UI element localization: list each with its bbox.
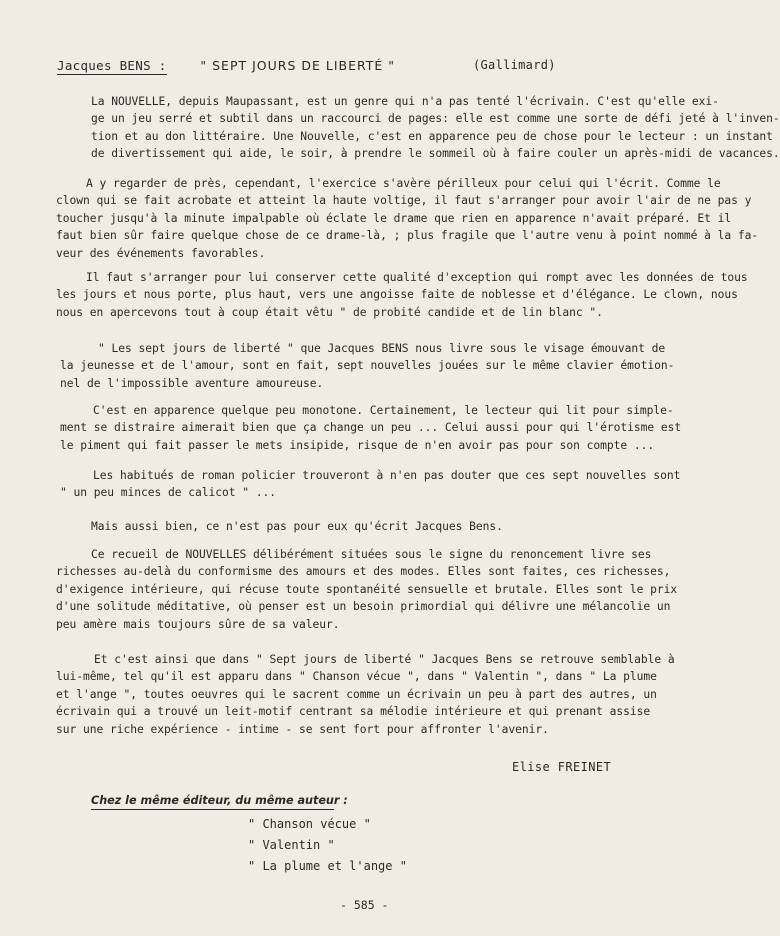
text-line: Ce recueil de NOUVELLES délibérément situées sous le signe du renoncement livre ses: [91, 548, 652, 561]
text-line: toucher jusqu'à la minute impalpable où éclate le drame que rien en apparence n'avait préparé. Et il: [56, 211, 732, 225]
text-line: La NOUVELLE, depuis Maupassant, est un genre qui n'a pas tenté l'écrivain. C'est qu'elle exi-: [91, 95, 719, 108]
publisher-name: (Gallimard): [473, 58, 556, 72]
text-line: A y regarder de près, cependant, l'exercice s'avère périlleux pour celui qui l'écrit. Comme le: [86, 177, 721, 190]
text-line: clown qui se fait acrobate et atteint la haute voltige, il faut s'arranger pour avoir l'air de ne pas y: [56, 194, 752, 208]
list-item: " Chanson vécue ": [248, 817, 371, 831]
paragraph-7: [56, 518, 666, 535]
author-name: Jacques BENS :: [57, 58, 167, 73]
paragraph-8: [56, 546, 678, 633]
text-line: sur une riche expérience - intime - se sent fort pour affronter l'avenir.: [56, 722, 549, 736]
paragraph-2: [56, 175, 759, 262]
text-line: de divertissement qui aide, le soir, à prendre le sommeil où à faire couler un après-midi de vacances.: [91, 147, 780, 161]
also-by-list: [248, 814, 407, 877]
text-line: ge un jeu serré et subtil dans un raccourci de pages: elle est comme une sorte de défi jeté à l'inven-: [91, 112, 780, 126]
text-line: lui-même, tel qu'il est apparu dans " Chanson vécue ", dans " Valentin ", dans " La plume: [56, 670, 657, 684]
text-line: " un peu minces de calicot " ...: [60, 486, 277, 500]
paragraph-4: [56, 340, 675, 392]
text-line: richesses au-delà du conformisme des amours et des modes. Elles sont faites, ces richesses,: [56, 565, 671, 579]
text-line: d'exigence intérieure, qui récuse toute spontanéité sensuelle et brutale. Elles sont le prix: [56, 582, 678, 596]
text-line: tion et au don littéraire. Une Nouvelle, c'est en apparence peu de chose pour le lecteur : un instant: [91, 129, 773, 143]
text-line: faut bien sûr faire quelque chose de ce drame-là, ; plus fragile que l'autre venu à point nommé à la fa-: [56, 229, 759, 243]
text-line: nous en apercevons tout à coup était vêtu " de probité candide et de lin blanc ".: [56, 305, 603, 319]
text-line: ment se distraire aimerait bien que ça change un peu ... Celui aussi pour qui l'érotisme est: [60, 421, 682, 435]
review-header: [57, 58, 657, 73]
paragraph-5: [56, 402, 682, 454]
text-line: Il faut s'arranger pour lui conserver cette qualité d'exception qui rompt avec les données de tous: [86, 271, 748, 284]
also-by-label: Chez le même éditeur, du même auteur :: [91, 794, 334, 810]
paragraph-3: [56, 269, 748, 321]
paragraph-9: [56, 651, 675, 738]
paragraph-1: [56, 93, 780, 163]
text-line: Les habitués de roman policier trouveront à n'en pas douter que ces sept nouvelles sont: [93, 469, 681, 482]
page-number: - 585 -: [340, 898, 389, 912]
text-line: le piment qui fait passer le mets insipide, risque de n'en avoir pas pour son compte ...: [60, 438, 655, 452]
text-line: la jeunesse et de l'amour, sont en fait, sept nouvelles jouées sur le même clavier émotion-: [60, 359, 675, 373]
paragraph-6: [56, 467, 681, 502]
text-line: et l'ange ", toutes oeuvres qui le sacrent comme un écrivain un peu à part des autres, un: [56, 687, 657, 701]
text-line: Et c'est ainsi que dans " Sept jours de liberté " Jacques Bens se retrouve semblable à: [94, 653, 675, 666]
text-line: veur des événements favorables.: [56, 246, 266, 260]
text-line: nel de l'impossible aventure amoureuse.: [60, 376, 324, 390]
list-item: " La plume et l'ange ": [248, 859, 407, 873]
text-line: " Les sept jours de liberté " que Jacques BENS nous livre sous le visage émouvant de: [98, 342, 666, 355]
text-line: écrivain qui a trouvé un leit-motif centrant sa mélodie intérieure et qui prenant assise: [56, 705, 651, 719]
book-title: " SEPT JOURS DE LIBERTÉ ": [200, 58, 396, 73]
text-line: C'est en apparence quelque peu monotone. Certainement, le lecteur qui lit pour simple-: [93, 404, 674, 417]
text-line: les jours et nous porte, plus haut, vers une angoisse faite de noblesse et d'élégance. Le clown, nous: [56, 288, 738, 302]
list-item: " Valentin ": [248, 838, 335, 852]
text-line: Mais aussi bien, ce n'est pas pour eux qu'écrit Jacques Bens.: [91, 520, 503, 533]
text-line: d'une solitude méditative, où penser est un besoin primordial qui délivre une mélancolie un: [56, 600, 671, 614]
signature: Elise FREINET: [512, 760, 612, 774]
text-line: peu amère mais toujours sûre de sa valeur.: [56, 617, 340, 631]
